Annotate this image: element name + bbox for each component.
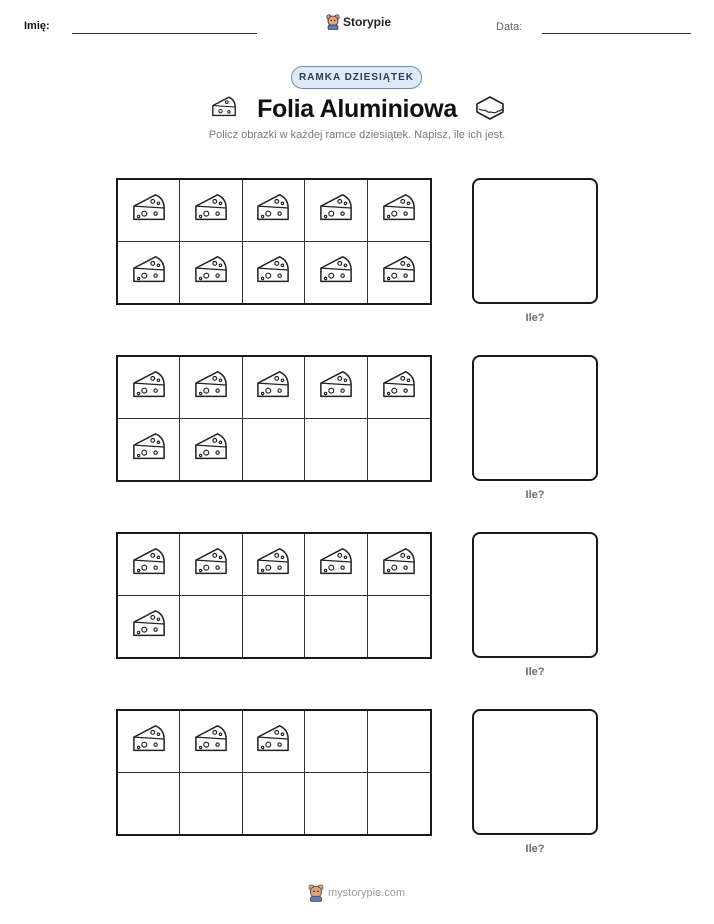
footer xyxy=(308,884,405,902)
ten-frame-cell xyxy=(243,180,305,242)
page-title: Folia Aluminiowa xyxy=(257,95,457,123)
name-line[interactable] xyxy=(72,33,257,34)
ten-frame-cell xyxy=(368,773,430,835)
cheese-icon xyxy=(130,545,168,584)
answer-box[interactable] xyxy=(472,532,598,658)
cheese-icon xyxy=(254,545,292,584)
ten-frame-cell xyxy=(243,534,305,596)
ten-frame-cell xyxy=(180,242,242,304)
cheese-icon xyxy=(254,368,292,407)
brand-logo xyxy=(326,14,391,30)
answer-box[interactable] xyxy=(472,355,598,481)
answer-box[interactable] xyxy=(472,178,598,304)
cheese-icon xyxy=(192,368,230,407)
answer-label: Ile? xyxy=(525,489,545,501)
date-label: Data: xyxy=(496,21,523,33)
ten-frame-cell xyxy=(305,711,367,773)
cheese-icon xyxy=(254,722,292,761)
date-line[interactable] xyxy=(542,33,691,34)
title-row xyxy=(0,92,714,126)
ten-frame-cell xyxy=(180,773,242,835)
ten-frame-cell xyxy=(118,711,180,773)
cheese-icon xyxy=(380,191,418,230)
ten-frame xyxy=(116,178,432,305)
ten-frame-cell xyxy=(118,180,180,242)
ten-frame xyxy=(116,709,432,836)
answer-label: Ile? xyxy=(525,843,545,855)
ten-frame-cell xyxy=(368,242,430,304)
ten-frame-cell xyxy=(243,357,305,419)
ten-frame-cell xyxy=(180,419,242,481)
ten-frame-cell xyxy=(118,534,180,596)
ten-frame-cell xyxy=(180,180,242,242)
ten-frame-cell xyxy=(305,357,367,419)
answer-box[interactable] xyxy=(472,709,598,835)
name-label: Imię: xyxy=(24,20,50,32)
worksheet-type-badge: RAMKA DZIESIĄTEK xyxy=(291,66,422,89)
ten-frame-cell xyxy=(368,357,430,419)
cheese-icon xyxy=(317,368,355,407)
cheese-icon xyxy=(317,191,355,230)
ten-frame-cell xyxy=(368,711,430,773)
ten-frame-cell xyxy=(243,773,305,835)
cheese-icon xyxy=(317,545,355,584)
cheese-icon xyxy=(192,191,230,230)
bear-icon xyxy=(308,884,324,902)
ten-frame-cell xyxy=(180,596,242,658)
answer-label: Ile? xyxy=(525,666,545,678)
cheese-icon xyxy=(254,253,292,292)
ten-frame-cell xyxy=(305,419,367,481)
cheese-icon xyxy=(192,253,230,292)
cheese-icon xyxy=(254,191,292,230)
ten-frame-cell xyxy=(243,242,305,304)
ten-frame-cell xyxy=(243,711,305,773)
footer-url: mystorypie.com xyxy=(328,887,406,899)
ten-frame-cell xyxy=(180,711,242,773)
cheese-icon xyxy=(130,368,168,407)
cheese-icon xyxy=(130,430,168,469)
ten-frame-cell xyxy=(305,242,367,304)
ten-frame-cell xyxy=(368,596,430,658)
cheese-icon xyxy=(380,253,418,292)
cheese-icon xyxy=(130,607,168,646)
cheese-icon xyxy=(380,368,418,407)
cheese-icon xyxy=(130,253,168,292)
bear-icon xyxy=(326,14,340,30)
ten-frame-cell xyxy=(368,534,430,596)
ten-frame xyxy=(116,532,432,659)
ten-frame-cell xyxy=(118,419,180,481)
brand-name: Storypie xyxy=(343,15,392,29)
ten-frame-cell xyxy=(118,357,180,419)
ten-frame-cell xyxy=(305,180,367,242)
cheese-icon xyxy=(130,722,168,761)
ten-frame-cell xyxy=(368,180,430,242)
ten-frame-cell xyxy=(118,773,180,835)
ten-frame-cell xyxy=(180,534,242,596)
sandwich-icon xyxy=(474,94,506,122)
ten-frame xyxy=(116,355,432,482)
cheese-icon xyxy=(192,545,230,584)
ten-frame-cell xyxy=(243,419,305,481)
ten-frame-cell xyxy=(368,419,430,481)
ten-frame-cell xyxy=(305,773,367,835)
cheese-icon xyxy=(192,722,230,761)
ten-frame-cell xyxy=(243,596,305,658)
cheese-icon xyxy=(380,545,418,584)
instructions: Policz obrazki w każdej ramce dziesiątek. Napisz, ile ich jest. xyxy=(208,129,506,141)
ten-frame-cell xyxy=(118,242,180,304)
cheese-icon xyxy=(130,191,168,230)
ten-frame-cell xyxy=(305,534,367,596)
cheese-icon xyxy=(317,253,355,292)
ten-frame-cell xyxy=(305,596,367,658)
ten-frame-cell xyxy=(118,596,180,658)
answer-label: Ile? xyxy=(525,312,545,324)
cheese-icon xyxy=(192,430,230,469)
ten-frame-cell xyxy=(180,357,242,419)
